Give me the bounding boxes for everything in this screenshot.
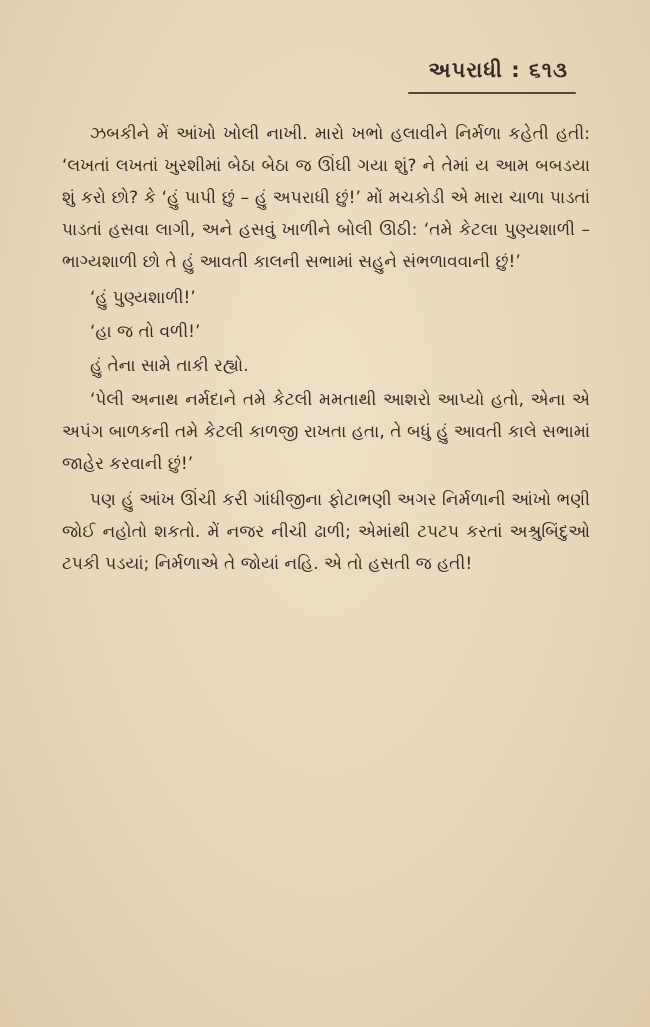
paragraph-3: ‘હા જ તો વળી!’ xyxy=(90,322,201,342)
paragraph-2: ‘હું પુણ્યશાળી!’ xyxy=(90,288,196,308)
paragraph-5: ‘પેલી અનાથ નર્મદાને તમે કેટલી મમતાથી આશરો આપ્યો હતો, એના એ અપંગ બાળકની તમે કેટલી કાળજી રાખતા હતા, તે બધું હું આવતી કાલે સભામાં જાહેર કરવાની છું!’ xyxy=(62,390,590,474)
paragraph-6: પણ હું આંખ ઊંચી કરી ગાંધીજીના ફોટાભણી અગર નિર્મળાની આંખો ભણી જોઈ નહોતો શકતો. મેં નજર નીચી ઢાળી; એમાંથી ટપટપ કરતાં અશ્રુબિંદુઓ ટપકી પડયાં; નિર્મળાએ તે જોયાં નહિ. એ તો હસતી જ હતી! xyxy=(62,490,590,574)
paragraph-1: ઝબકીને મેં આંખો ખોલી નાખી. મારો ખભો હલાવીને નિર્મળા કહેતી હતી: ‘લખતાં લખતાં ખુરશીમાં બેઠા બેઠા જ ઊંઘી ગયા શું? ને તેમાં ય આમ બબડયા શું કરો છો? કે ‘હું પાપી છું – હું અપરાધી છું!’ મોં મચકોડી એ મારા ચાળા પાડતાં પાડતાં હસવા લાગી, અને હસવું ખાળીને બોલી ઊઠી: ‘તમે કેટલા પુણ્યશાળી – ભાગ્યશાળી છો તે હું આવતી કાલની સભામાં સહુને સંભળાવવાની છું!’ xyxy=(62,124,590,272)
header-rule xyxy=(408,92,576,94)
page-body xyxy=(62,118,590,584)
paragraph-4: હું તેના સામે તાકી રહ્યો. xyxy=(90,356,249,376)
running-header: અપરાધી : ૬૧૩ xyxy=(428,58,568,82)
